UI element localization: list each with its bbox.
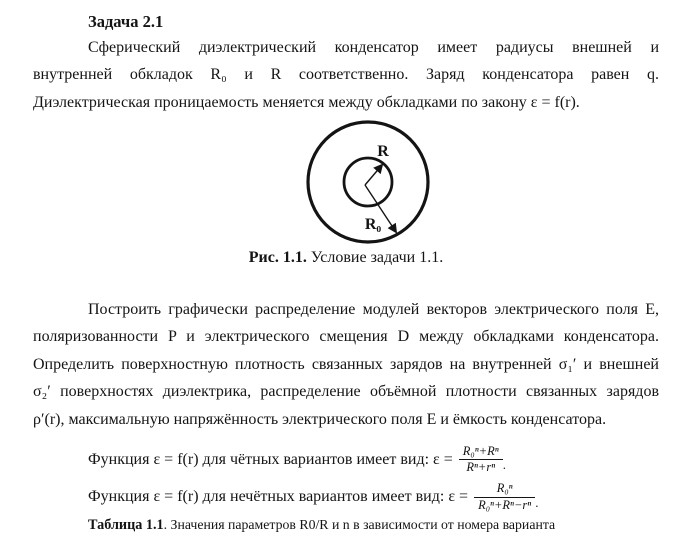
inner-radius-arrow xyxy=(365,165,382,185)
capacitor-diagram xyxy=(297,114,442,250)
fraction-numerator: R₀ⁿ+Rⁿ xyxy=(459,444,503,460)
task-paragraph xyxy=(33,296,659,433)
text-line: Диэлектрическая проницаемость меняется между обкладками по закону ε = f(r). xyxy=(33,93,580,111)
formula-even-variants xyxy=(88,441,506,478)
formula-odd-variants xyxy=(88,478,538,516)
text-line: внутренней обкладок R₀ и R соответственно. Заряд конденсатора равен q. xyxy=(33,66,659,84)
formula-odd-fraction xyxy=(474,481,535,513)
text-line: Сферический диэлектрический конденсатор имеет радиусы внешней и xyxy=(88,39,659,56)
outer-radius-label: R₀ xyxy=(364,216,382,233)
fraction-numerator: R₀ⁿ xyxy=(474,481,535,498)
text-line: σ₂′ поверхностях диэлектрика, распределение объёмной плотности связанных зарядов xyxy=(33,383,659,401)
text-line: Определить поверхностную плотность связанных зарядов на внутренней σ₁′ и внешней xyxy=(33,355,659,373)
figure-caption-text: Условие задачи 1.1. xyxy=(306,249,444,266)
inner-radius-label: R xyxy=(377,143,389,160)
problem-statement-paragraph xyxy=(33,34,659,116)
table-caption xyxy=(88,517,555,534)
table-caption-number: Таблица 1.1 xyxy=(88,517,164,533)
text-line: ρ′(r), максимальную напряжённость электрического поля E и ёмкость конденсатора. xyxy=(33,410,607,428)
formula-odd-period: . xyxy=(535,495,539,510)
figure-caption-number: Рис. 1.1. xyxy=(248,249,307,266)
table-caption-text: . Значения параметров R0/R и n в зависимости от номера варианта xyxy=(163,517,556,532)
formula-even-period: . xyxy=(502,457,506,472)
figure-caption xyxy=(0,249,692,267)
text-line: поляризованности P и электрического смещения D между обкладками конденсатора. xyxy=(33,328,659,346)
fraction-denominator: R₀ⁿ+Rⁿ−rⁿ xyxy=(478,498,532,512)
capacitor-figure xyxy=(297,114,442,250)
fraction-denominator: Rⁿ+rⁿ xyxy=(466,460,496,474)
formula-even-prefix: Функция ε = f(r) для чётных вариантов имеет вид: ε = xyxy=(88,450,453,468)
formula-even-fraction xyxy=(459,444,503,475)
text-line: Построить графически распределение модулей векторов электрического поля E, xyxy=(88,301,659,318)
formula-odd-prefix: Функция ε = f(r) для нечётных вариантов имеет вид: ε = xyxy=(88,488,469,505)
problem-title: Задача 2.1 xyxy=(88,12,164,31)
